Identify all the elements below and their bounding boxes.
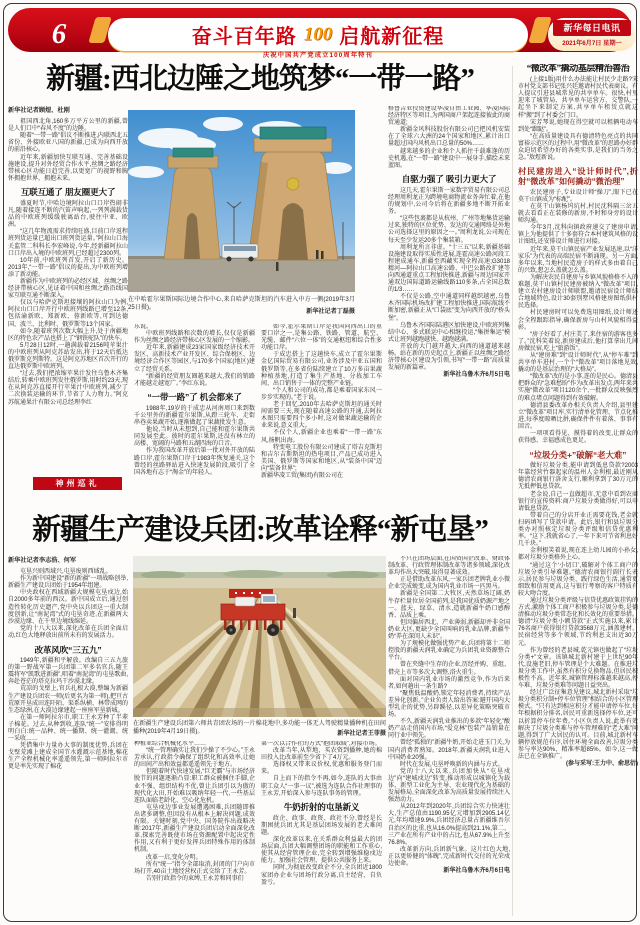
photo2-caption (133, 720, 386, 738)
paragraph-continued: 新疆华凌工贸(集团)有限公司在 (261, 472, 343, 479)
byline: 新华社记者顾煜、杜刚 (8, 107, 70, 114)
paragraph-continued: 格鲁吉亚投资建设华凌自由工业园、华凌国际经济特区等项目,为两国商户架起连接彼此的商贸通道; (388, 106, 510, 127)
column-divider (512, 66, 513, 916)
paragraph: 盛夏时节,中哈边境阿拉山口口岸热闹非凡,随着接连不断的汽笛声响起,一列列满载货品的中欧班列缓缓驶离站台,驶往中亚、欧洲。 (8, 200, 128, 229)
paragraph: 老于回忆,2010年去哈萨克斯坦的通关时间需要三天,现在随着高速公路的开通,去阿拉木图只需要四个多小时,这对做果蔬运输的企业来说,意义重大。 (261, 402, 382, 430)
paragraph: 凭借集中力量办大事的制度优势,兵团在戈壁荒滩上建成全国节水灌溉示范基地,棉花生产全程机械化率遥遥领先,第一师阿拉尔市更是率先实现了棉花 (8, 743, 128, 771)
paragraph: 金利根笑着说,现在连上幼儿园的小孙女,都对垃圾分类格外上心。 (518, 548, 638, 562)
photo-khorgos-border-gate (128, 110, 355, 292)
banner-subtitle: 庆祝中国共产党成立100周年特刊 (263, 51, 373, 59)
header-banner (8, 8, 632, 59)
paragraph: 近年来,新疆加快互联互通、完善基础设施建设,提升对外经贸合作水平,丝绸之路经济带核心区功能日趋完善,以更宽广的视野和胸怀拥抱世界、拥抱未来。 (8, 154, 128, 182)
paragraph: 老金说,自己一直做超市,无意中看到农商银行的宣传资料:商户垃圾分类做得好,可以申请低息贷款。 (518, 491, 638, 512)
paragraph: 作为新中国建设“新的新疆”一项战略创举,新疆生产建设兵团始于1954年组建。 (8, 576, 128, 590)
paragraph: “在高质量建设具有德清特色亮点的共同富裕示范区的过程中,用“微改革”的思路办好群众迫切希望办好的各类实事,是我们的当务之急。”敖煜新说。 (518, 133, 638, 162)
paragraph: 面对国内乳业市场的激烈竞争,作为后来者,如何趟出一条生路? (388, 676, 510, 690)
paragraph: 但因偏居西北、产业薄弱,新疆却并非全国奶业大区,更缺少全国叫响的乳业品牌,新疆牛奶“养在深闺人未识”。 (388, 619, 510, 641)
photo2-credit: 新华社记者王菲摄 (334, 730, 386, 738)
paragraph: (上接1版)用什么办法能让村民少走路?宋市村党支部书记张兴廷邀请村民代表商议。有人提议引进县城常见的共享单车。很快,村里迎来了城管局、共享单车运营方、交警队,一起坐下来制定方案,共享单车租赁点就这样“搬”到了村委会门口。 (518, 77, 638, 119)
issue-date: 2021年6月7日 星期一 (562, 40, 622, 47)
paragraph: 越来越多的企业和个人抓住千载难逢的历史机遇,在“一带一路”建设中一展身手,描绘未来蓝图。 (388, 148, 510, 169)
paragraph: 为解决农民自建房与乡镇风貌格格不入的难题,莫干山镇村民建房被纳入“微改革”项目,建立农村建房设计师联盟,邀请民宿设计师结合地域特色,设计30套别墅风格建房图纸供村民选择。 (518, 274, 638, 310)
paragraph: 新疆金风科技股份有限公司已把风机安装在了全球六大洲的24个国家和地区,累计出口量超过国内风机出口总量的50%…… (388, 127, 510, 148)
paragraph: “统一管理确实让我们少操了不少心。”王永芳承认,行政指令确保了组织化和高效率,让她的田间产出和效益都遥遥领先于地方。 (134, 748, 255, 769)
paragraph: “微改革”改的是小事,连的是民心。德清县把群众的“急难愁盼”作为改革出发点,两年来共实施“微改革”项目120余个,一批群众反映强烈的难点堵点问题得到有效破解。 (518, 374, 638, 402)
page-number: 6 (51, 18, 67, 50)
dateline: 新华社乌鲁木齐6月6日电 (443, 868, 510, 875)
banner-title-left: 奋斗百年路 (191, 26, 297, 48)
paragraph: “房子好看了,村庄美了,来住宿的游客也多了。”沈科笑着说,新房建成后,他打算拿出几间房做民宿,吃上“旅游饭”。 (518, 331, 638, 352)
paragraph: 今年3月,沈科向镇政府递交了建房申请,镇上为他提供了十多套符合本村建筑风格的设计图纸,还安排设计师进行对接。 (518, 225, 638, 246)
paragraph: 为了规模化做强优势产业,兵团将第十二师控股的新疆天润乳业确定为兵团乳业资源整合平台。 (388, 641, 510, 662)
paragraph: 在莫干山镇杨坞坑村,村民沈科隔三岔五就去看看正在装修的新房,不时和身旁的设计师沟通。 (518, 204, 638, 225)
paragraph: 乌鲁木齐国际陆港区加快建设,中欧班列集结中心、多式联运中心相继投运,“集拼集运”模式让班列越跑越快、越跑越满。 (388, 322, 510, 343)
photo1-caption (128, 296, 355, 316)
paragraph: “这几年物流需求持续旺盛,目前口岸返程班列货运量已超出口班列货运量。”阿拉山口海关监管二科科长李宏峰说,今年,经新疆阿拉山口口岸出入境的中欧班列,已经超过2300列。 (8, 229, 128, 257)
paragraph: 5月28日12时,一趟满载着2156吨苹果汁的中欧班列从阿克苏站发出,将于12天后抵达俄罗斯克列斯特。这是阿克苏地区首次开行的直达俄罗斯中欧班列。 (8, 342, 128, 371)
paragraph-continued: 种植业综合机械化水平…… (134, 741, 207, 747)
article3-headline: “微改革”撬动基层精治善治 (526, 64, 630, 73)
banner-title-panel (108, 18, 528, 59)
paragraph: 开放的大门越开越大,向西的通道越来越畅。站在新的历史起点上,新疆正以丝绸之路经济带核心区建设为引领,书写“一带一路”高质量发展的新篇章。 (388, 343, 510, 372)
article1-headline: 新疆:西北边陲之地筑梦“一带一路” (46, 63, 474, 95)
column-subhead: “垃圾分类+”破解“老大难” (529, 449, 627, 460)
paragraph: 一项项看得见、摸得着的改变,让群众的获得感、幸福感成色更足。 (518, 431, 638, 445)
section-marker: 神州巡礼 (33, 477, 122, 490)
paragraph: 带着自己的分店开业正需要花钱,老金就扫码填写了贷款申请。此后,银行和县垃圾分类办对照核定垃圾分类评级和信贷优惠利率。“这下,我就省心了,一年下来可节省利息好几千块。” (518, 512, 638, 548)
photo2-caption-text: 在新疆生产建设兵团第六师共青团农场的一片棉花地中,多功能一体无人驾驶精量播种机在田间播种(2019年4月19日摄)。 (133, 720, 386, 736)
paragraph: 不仅个人,新疆企业也乘着“一带一路”东风,扬帆出海。 (261, 430, 382, 444)
paragraph: “过去,我们把浓缩苹果汁发往乌鲁木齐集结后,转乘中欧班列发往俄罗斯,用时约23天,现在从阿克苏直接开行苹果汁中欧班列,减少了二次换装运输的环节,节省了人力物力。”阿克苏航通果汁有限公司总经理李红 (8, 371, 128, 406)
article2-column-1 (8, 556, 128, 921)
column-subhead: 改革风吹“三五九” (34, 644, 102, 655)
paragraph-continued: 第一次以合作社的方式“抱团取暖”,对接市场。 (261, 741, 381, 747)
article3-body (518, 77, 638, 768)
paragraph: 党的十八大以来,兵团加快从“屯垦戍边”向“建城戍边”转变,推动形成以城镇化为载体、新型工业化为主导、农业现代化为基础的发展格局,全面深化改革为高质量发展持续注入强劲动力。 (388, 768, 510, 804)
paragraph: 通过垃圾分类评级与信贷优惠政策挂钩的方式,激励个体工商户积极参与垃圾分类,是德清推动垃圾分类常态化和长效化的重要举措。德清“垃圾分类小额贷款”正式实施以来,累计76名商户获得银行贷款3568万元,涵盖建材、民宿经营等多个领域,节约利息支出近30万元。 (518, 597, 638, 647)
paragraph: 村民建房时可以免费选用图纸,设计师还会全程跟踪指导,确保新房与山村风貌相得益彰。 (518, 310, 638, 331)
paragraph: 从“建房难”到“设计师时代”,从“停车难”到共享单车进村,一个个“微改革”项目落地见效,撬动的是基层治理的“大格局”。 (518, 352, 638, 374)
paragraph: “个人和公司的成功,都是乘着国家东风一步步实现的。”老于说。 (261, 387, 382, 401)
article2-column-4 (388, 556, 510, 921)
paragraph: “新疆的经贸朋友圈越来越大,我们的销路才能越走越宽广。”李红东说。 (134, 373, 255, 387)
paragraph: 正是借助改革东风,一家兵团老牌乳业小微企业完成蜕变,成为国内乳业市场一匹黑马。 (388, 577, 510, 591)
article1-column-2 (134, 324, 255, 510)
paragraph: 改革一启,变化分明。 (146, 854, 202, 861)
paragraph: 德清县委改革办相关负责人介绍,县里建立“微改革”项目库,实行清单化管理、节点化推进,每季度晾晒比拼,确保件件有着落、事事有回音。 (518, 402, 638, 430)
paragraph: 政企、政事、政资、政社不分,曾经是长期困扰兵团尤其是基层团场发展的老大难问题。 (261, 815, 382, 836)
paragraph: 改革新方向,兵团新气象。这片红色大地,正以更矫健的“体魄”,完成新时代交付的光荣戍边使命。 (388, 846, 510, 868)
paragraph: 深化改革以来,在关系群众利益最大的团场层面,兵团大幅调整团场的职能和工作重心,使其从经营管理企业,完全转到增强维稳戍边能力、加强社会管理、提供公共服务上来。 (261, 837, 382, 865)
paragraph: 告别行政指令的束缚,王永芳和同事们 (146, 875, 244, 882)
article2-column-3 (261, 741, 382, 921)
paragraph: 近年来,莫干山镇民宿产业发展迅速,以“洋家乐”为代表的高端民宿不断涌现。另一方面,多年以来,当地村民造房子的样式多由着自己的兴致,想怎么盖就怎么盖。 (518, 246, 638, 274)
article1-column-4 (388, 106, 510, 510)
photo1-caption-text: 在中哈霍尔果斯国际边境合作中心,来自哈萨克斯坦的汽车进入中方一侧(2019年3月25日摄)。 (128, 296, 355, 312)
paragraph: 10年前,中欧班列首发,开启了新历史。2013年,“一带一路”倡议的提出,为中欧班列增添了新动能。 (8, 257, 128, 278)
paragraph: 不久,新疆天润乳业推出的多款“年轻化”酸奶产品走俏国内市场,“爱克林”包装产品销量在同行业中领先。 (388, 719, 510, 740)
paragraph: 从2012年到2020年,兵团综合实力快速壮大,生产总值由1190.95亿元增加到2905.14亿元,年均增速9.9%,兵团经济总量占新疆维吾尔自治区的比重,也从16.0%提高到21.1%,第二、三产业在所有产业中的占比,也从67.9%上升至76.8%。 (388, 804, 510, 846)
paragraph: 新疆是全国第二大牧区,天然草场辽阔,奶牛存栏量位居全国前列,是我国优质奶源产地之一。蓝天、绿草、清水,造就新疆牛奶口感醇香、品质上乘。 (388, 591, 510, 619)
column-subhead: 互联互通了 朋友圈更大了 (20, 187, 116, 198)
centenary-100-logo-icon: 100 (303, 23, 333, 45)
photo-cotton-field-seeder (133, 556, 386, 717)
paragraph: 周利龙所言非虚。“十三五”以来,新疆基础设施建设取得实质性进展,连霍高速公路河段工程建成通车,新疆至西藏实现全程高速;G3018精河—阿拉山口高速公路、中巴公路改扩建等向西通道重点工程加快推进,新疆与周边国家开通双边国际道路运输线路110多条,占全国总数的1/3…… (388, 244, 510, 294)
paragraph-continued: 东说。 (134, 324, 153, 330)
paragraph: 作为我国改革开放后第一批对外开放的陆路口岸,霍尔果斯口岸于1983年恢复通关,这个曾经的丝路驿站进入快速发展阶段,吸引了全国各地有志于“淘金”的年轻人。 (134, 448, 255, 476)
paragraph: 中央政权在西域新疆大规模屯垦戍边,始自2000多年前的西汉。新中国成立后,通过创造性转化历史遗产,党中央以兵团这一重大制度创新,让“南泥湾”式的屯垦奇迹,在新疆两大沙漠边缘、在千里边境线绵延。 (8, 590, 128, 625)
paragraph: 改革当年,从犁地、买农资到播种,她的棉田投入比改革前至少省下了4万元。 (261, 748, 382, 762)
paragraph: 农民建房子,专业设计师“操刀”,眼下已在莫干山镇成为“标配”。 (518, 189, 638, 203)
photo1-credit: 新华社记者丁磊摄 (303, 308, 355, 316)
paragraph: 宋芳琴说,她现在得空就可以租辆电动车到处“蹓跶”。 (518, 119, 638, 133)
paragraph: 作为曾经的老县城,乾元镇也做起了“垃圾分类+”文章。该镇城北新村建于上世纪90年代,设施老旧,停车管理是个大难题。在推进垃圾分类工作中,虽然有积分兑换物品,但居民积极性不高。近年来,城镇管理标准越来越高,停车难、垃圾分类难等问题日益突出。 (518, 647, 638, 690)
paragraph: 但随着时代快速发展,“巨无霸”与市场经济脱节的问题逐渐凸显:职工群众被捆住手脚,企业不强、组织结构不优,曾让兵团引以为傲的现代化大田,开始难以吸纳年轻一代,一些基层连队面临老龄化、空心化危机。 (134, 769, 255, 804)
paragraph: 如今,霍尔果斯口岸是我国向西出口的重要口岸之一,是集公路、铁路、管道、航空、光缆、邮件“六位一体”的交通枢纽和综合性多功能口岸。 (261, 324, 382, 352)
paragraph: 在第一师阿拉尔市,职工王永芳种了半辈子棉花。过去,从种到收,连队“统一”安排得明明白白:统一品种、统一播期、统一灌溉、统一采收…… (8, 714, 128, 743)
column-subhead: 牛奶折射的屯垦新义 (283, 802, 360, 813)
paragraph: 经过广泛征集意见建议,城北新村采取“垃圾分类积分制+停车位管理”相结合的小区管理模式。“只有达到相应积分才能申请停车位,每年根据积分排名,居民可重新选择停车位,还可以折算停车位年费。”小区负责人说,此举有效解决了垃圾分类难与停车管理难的“老大难”问题,得到了广大居民的认可。目前,城北新村车辆停放规范有序,居住环境全面改善,垃圾分类参与率达90%、精准率超85%。如今,这一做法已在全镇推广。 (518, 690, 638, 761)
paragraph: 时代在发展,屯垦呼唤新的内涵与方式。 (400, 761, 504, 768)
paragraph: 新疆作为中欧班列的必经区域、丝绸之路经济带核心区,见证着中国和丝绸之路沿线国家互联互通不断深入。 (8, 278, 128, 300)
paragraph: 所有“统一”指令全部取消,封闭的门户向市场打开,40亩土地经营权正式交给了王永芳。 (134, 861, 255, 875)
paragraph: 1949年,新疆和平解放。改编自三五九旅的第一野战军第一兵团第二军多名官兵,随王震将军“凯歌进新疆”,唱着“南泥湾”的屯垦歌曲,奔赴苍茫的塔克拉玛干沙漠北缘。 (8, 658, 128, 686)
article2-headline: 新疆生产建设兵团:改革诠释“新屯垦” (32, 514, 488, 546)
paragraph: 自上而下的指令不再,如今,连队的大事由职工众人“一事一议”,被选为连队合作社理事的王永芳,开始深入参与连队事务的管理。 (261, 776, 382, 797)
paragraph: 这几天,霍尔果斯一家数字贸易有限公司总经理周利龙正为跨境电商物流业务奔忙着,在他的规划中,公司今后将在新疆多地不断开拓业务。 (388, 187, 510, 216)
dateline: 新华社乌鲁木齐6月5日电 (443, 372, 510, 379)
paragraph: 做好垃圾分类,能申请到低息贷款?2003年靠经营竹器起家的温州人金利根,最近刚从德清农商银行洛舍支行,顺利拿到了30万元的无抵押低息贷款。 (518, 463, 638, 491)
paragraph: 屯垦兴则西域兴,屯垦废则西域乱。 (20, 569, 112, 576)
paragraph: “通过这个‘小切口’,破解对个体工商户的垃圾分类引导难题。”德清农商银行副行长表示,居民参与垃圾分类、践行绿色生活,通常更细致和信用更高,这与银行考察的客户特质有较大吻合度。 (518, 562, 638, 597)
paragraph: 不仅是公路,空中通道同样越织越密,乌鲁木齐国际机场改扩建工程加快推进,国际航线不断加密,新疆正从“口袋底”变为向西开放的“桥头堡”。 (388, 294, 510, 322)
masthead-panel (548, 18, 636, 51)
paragraph: 屯垦戍边事业发展遭遇困难,兵团随即推出诸多调整,但因没有从根本上解决问题,成效有限。关键时刻,党中央、国务院作出战略决断:2017年,新疆生产建设兵团启动全面深化改革,探索完善既使市场在资源配置中起决定性作用,又有利于更好发挥兵团特殊作用的体制机制。 (134, 804, 255, 854)
paragraph: 荒凉的戈壁上,官兵扎根大漠,整编为新疆生产建设兵团农一师(后更名为第一师),把亘古荒原开垦成田连阡陌、渠系纵横、林带成网的生态绿洲,在大漠边缘建起一座座军垦新城。 (8, 686, 128, 714)
column-subhead: 自驱力强了 吸引力更大了 (401, 174, 497, 185)
masthead-logo: 新华每日电讯 (553, 20, 631, 36)
paragraph: 选择权又带来议价权,优惠和服务登门而来。 (261, 762, 382, 776)
paragraph: 随着“一带一路”倡议不断推进,内联西北五省份、外接欧亚八国的新疆,已成为向西开放的前沿核心。 (8, 133, 128, 154)
byline: 新华社记者李志浩、何军 (8, 557, 77, 564)
article1-column-3 (261, 324, 382, 510)
paragraph: 1988年,19岁的于成忠从河南周口来到数千公里外的新疆霍尔果斯,从蹬三轮车、走街串巷卖果蔬开始,逐渐做起了果蔬批发生意。 (134, 405, 255, 427)
paragraph: “聚焦低温酸奶,锁定年轻消费者,持续产品差异化创新。”企业负责人给出答案:避开国内大型乳企的优势,另辟蹊径,以差异化策略突破市场。 (388, 690, 510, 719)
article2-column-2 (134, 741, 255, 921)
banner-title-right: 启航新征程 (339, 26, 445, 48)
paragraph: 曾在夹缝中生存的企业,历经并购、重组、借壳上市等多次大调整,浴火重生。 (388, 662, 510, 676)
paragraph: 仅以与哈萨克斯坦接壤的阿拉山口为例,阿拉山口口岸开行中欧班列线路已增至12条,包括渝新欧、郑新欧、蓉新欧等,可到达德国、波兰、比利时、俄罗斯等13个国家。 (8, 300, 128, 328)
paragraph: 不只在团场层面,在国资国企改革、财政体制改革、行政管理体制改革等诸多领域,深化改革均作出大突破,取得显著成效。 (388, 556, 510, 577)
paragraph: 同时,为彻底改变政企不分,全兵团近1800家团办企业与团场行政分离,自主经营、自负盈亏。 (261, 865, 382, 886)
paragraph: 他说,当时从未想到,自己能和霍尔果斯共同发展至此。彼时的霍尔果斯,还没有林立的高楼、宽阔的马路和五湖四海的口音。 (134, 427, 255, 448)
paragraph: 特变电工股份有限公司建成了塔吉克斯坦和吉尔吉斯斯坦的热电项目,产品已成功进入美国、俄罗斯等国家和地区,从“装备中国”迈向“装备世界”; (261, 444, 382, 472)
paragraph: 祖国西北角,160多万平方公里的新疆,曾是人们口中“春风不度”的边陲。 (8, 119, 128, 133)
article1-column-1 (8, 106, 128, 466)
column-subhead: “一带一路”了 机会都来了 (147, 392, 242, 403)
paragraph: 党的十八大以来,深化改革在兵团全面启动,红色大地释放出前所未有的发展活力。 (8, 625, 128, 639)
paragraph: 近年来,新疆建成23家国家级经济技术开发区、高新技术产业开发区、综合保税区、边境经济合作区等园区,与170多个国家(地区)建立了经贸关系。 (134, 345, 255, 373)
article3-column (518, 64, 638, 921)
column-subhead: 村民建房进入“设计师时代”,折射“微改革”如何撬动“微治理” (518, 166, 638, 186)
contributors-note: (参与采写:王力中、俞思衍) (566, 761, 638, 768)
paragraph: 如今,随着班列次数大幅上升,处于南疆地区的特色农产品也搭上了“钢铁驼队”的快车。 (8, 328, 128, 342)
paragraph: 于成忠搭上了这趟快车,成立了霍尔果斯金亿国际贸易有限公司,业务涉及中亚五国和俄罗斯等,在多省份陆续建立了10万多亩果蔬种植基地,打造了集生产基地、分拣加工车间、出口销售于一体的完整产业链。 (261, 352, 382, 387)
paragraph: 中欧班列线路和次数的增长,仅仅是新疆作为丝绸之路经济带核心区发展的一个缩影。 (134, 331, 255, 345)
paragraph: 曾经“孤独的”新疆牛奶,开始走进玉门关,为国内消费者熟知。2018年,新疆天润乳业进入中国奶业20强。 (388, 740, 510, 761)
paragraph: “这些包裹都是从杭州、广州等地集货运输过来,独特的区位优势、发达的交通网络是外地公司选择这里的原因之一。”周利龙说,公司现在每天至少发运20多个集装箱。 (388, 216, 510, 244)
